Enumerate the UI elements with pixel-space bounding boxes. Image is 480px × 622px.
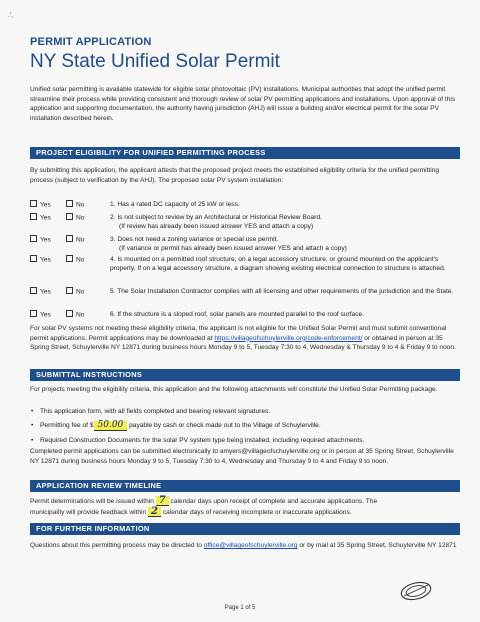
submittal-intro: For projects meeting the eligibility criteria, this application and the following attachments will constitute the Unified Solar Permitting package. (30, 386, 438, 393)
yes-checkbox[interactable]: Yes (30, 236, 51, 245)
yes-checkbox[interactable]: Yes (30, 214, 51, 223)
no-checkbox[interactable]: No (66, 214, 84, 223)
further-text: Questions about this permitting process may be directed to office@villageofschuylerville.org or by mail at 35 Spring Street, Schuylerville NY 12871 (30, 542, 457, 549)
code-enforcement-link[interactable]: https://villageofschuylerville.org/code-enforcement/ (214, 334, 363, 342)
scan-mark: .', (8, 12, 14, 19)
yes-checkbox[interactable]: Yes (30, 288, 51, 297)
criterion-text: 6. If the structure is a sloped roof, solar panels are mounted parallel to the roof surface. (110, 311, 364, 318)
criterion-text: 4. Is mounted on a permitted roof structure, on a legal accessory structure, or ground mounted on the applicant's property. If on a legal accessory structure, a diagram showing existing electrical connection to structure is attached. (110, 256, 446, 272)
page-title: NY State Unified Solar Permit (30, 51, 280, 72)
signature-mark (396, 580, 436, 602)
email-link[interactable]: office@villageofschuylerville.org (203, 542, 298, 549)
page-number: Page 1 of 5 (224, 605, 256, 611)
no-checkbox[interactable]: No (66, 201, 84, 210)
permit-days-field[interactable]: 7 (156, 496, 169, 506)
no-checkbox[interactable]: No (66, 311, 84, 320)
criterion-text: 2. Is not subject to review by an Architectural or Historical Review Board. (If review has already been issued answer YES and attach a copy) (110, 214, 322, 230)
intro-paragraph: Unified solar permitting is available statewide for eligible solar photovoltaic (PV) installations. Municipal authorities that adopt the unified permit streamline their process while providing consistent and thorough review of solar PV permitting applications and installations. Upon approval of this application and supporting documentation, the authority having jurisdiction (AHJ) will issue a building and/or electrical permit for the solar PV installation described herein. (30, 86, 456, 122)
section-label: PERMIT APPLICATION (30, 36, 152, 48)
review-heading: APPLICATION REVIEW TIMELINE (30, 480, 460, 492)
list-item: • This application form, with all fields completed and bearing relevant signatures. (40, 407, 460, 416)
yes-checkbox[interactable]: Yes (30, 311, 51, 320)
yes-checkbox[interactable]: Yes (30, 201, 51, 210)
fee-field[interactable]: 50.00 (94, 421, 128, 431)
feedback-days-field[interactable]: 2 (148, 507, 161, 517)
eligibility-intro: By submitting this application, the applicant attests that the proposed project meets the established eligibility criteria for the unified permitting process (subject to verification by the AHJ). The proposed solar PV system installation: (30, 167, 440, 184)
yes-checkbox[interactable]: Yes (30, 256, 51, 265)
list-item: • Required Construction Documents for the solar PV system type being installed, including required attachments. (40, 436, 460, 445)
submittal-closing: Completed permit applications can be submitted electronically to amyers@villageofschuylerville.org or in person at 35 Spring Street, Schuylerville NY 12871 during business hours Monday 9 to 5, Tuesday 7:30 to 4, Wednesday and Thursday 9 to 4 and Friday 9 to noon. (30, 448, 454, 465)
eligibility-heading: PROJECT ELIGIBILITY FOR UNIFIED PERMITTING PROCESS (30, 147, 460, 159)
further-heading: FOR FURTHER INFORMATION (30, 523, 460, 535)
criterion-text: 5. The Solar Installation Contractor complies with all licensing and other requirements of the jurisdiction and the State. (110, 288, 454, 295)
criterion-text: 1. Has a rated DC capacity of 25 kW or less. (110, 201, 240, 208)
submittal-heading: SUBMITTAL INSTRUCTIONS (30, 369, 460, 381)
no-checkbox[interactable]: No (66, 236, 84, 245)
no-checkbox[interactable]: No (66, 288, 84, 297)
review-text: Permit determinations will be issued within 7 calendar days upon receipt of complete and accurate applications. The municipality will provide feedback within 2 calendar days of receiving incomplete or inaccurate applications. (30, 495, 378, 517)
criterion-text: 3. Does not need a zoning variance or special use permit. (If variance or permit has already been issued answer YES and attach a copy) (110, 236, 347, 252)
no-checkbox[interactable]: No (66, 256, 84, 265)
list-item: • Permitting fee of $ 50.00 payable by cash or check made out to the Village of Schuylerville. (40, 421, 460, 431)
eligibility-note: For solar PV systems not meeting these eligibility criteria, the applicant is not eligible for the Unified Solar Permit and must submit conventional permit applications. Permit applications may be downloaded at https://villageofschuylerville.org/code-enforcement/ or obtained in person at 35 Spring Street, Schuylerville NY 12871 during business hours Monday 9 to 5, Tuesday 7:30 to 4, Wednesday & Thursday 9 to 4 & Friday 9 to noon. (30, 325, 456, 352)
